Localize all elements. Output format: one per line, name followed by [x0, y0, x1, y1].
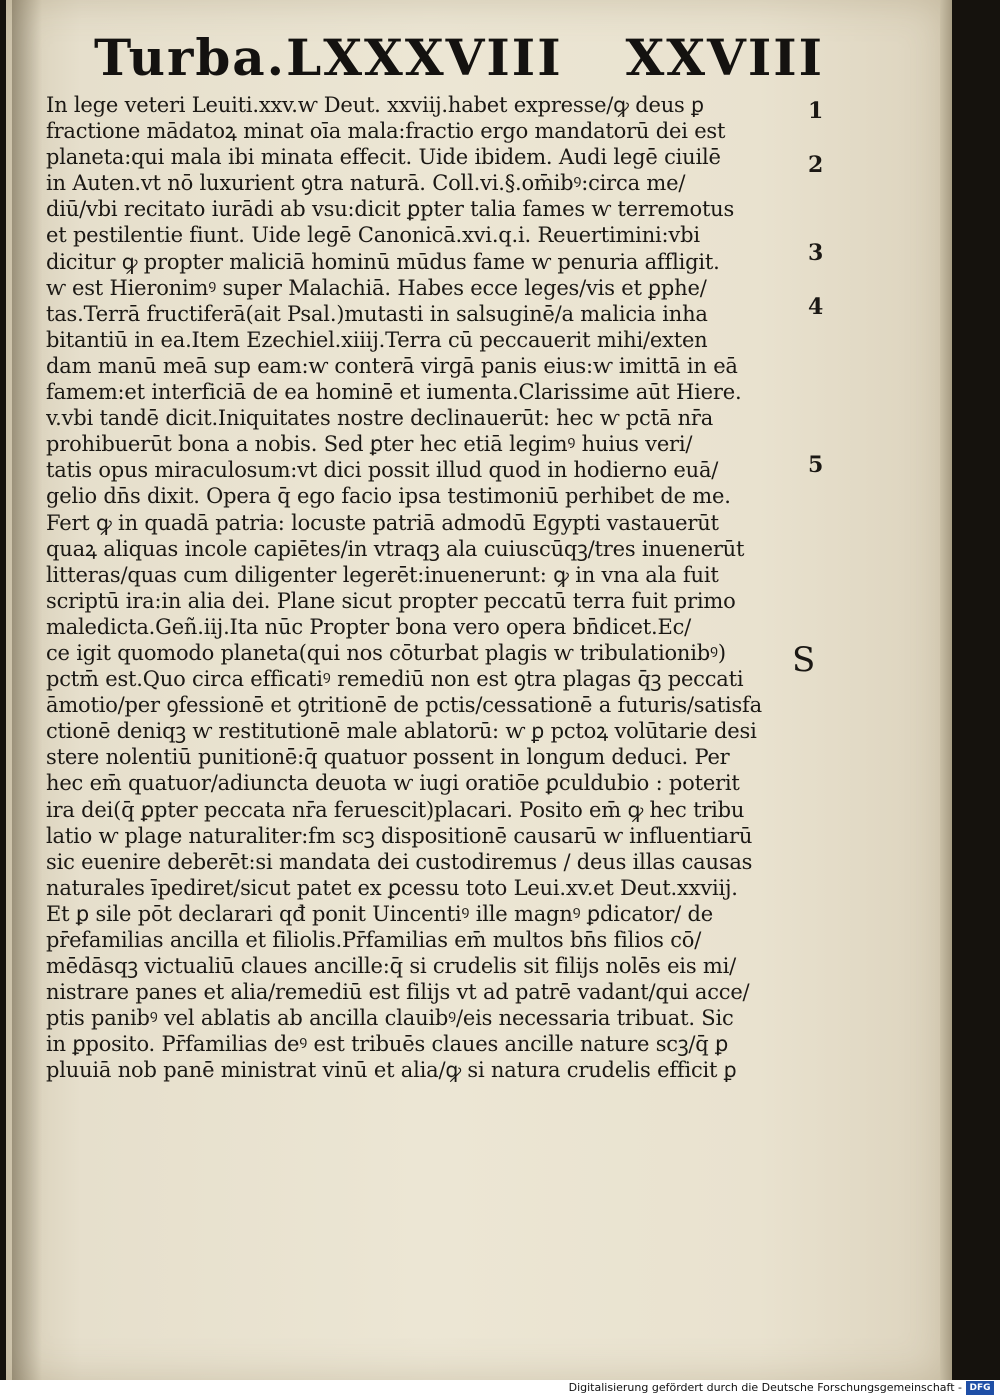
- text-line: In lege veteri Leuiti.xxv.ⱳ Deut. xxviij.habet expresse/ꝙ deus ꝑ: [46, 93, 704, 117]
- text-line: Et ꝑ sile pōt declarari qđ ponit Uincentiꝰ ille magnꝰ ꝑdicator/ de: [46, 901, 713, 926]
- text-line: ⱳ est Hieronimꝰ super Malachiā. Habes ecce leges/vis et ꝑphe/: [46, 275, 707, 300]
- text-line: litteras/quas cum diligenter legerēt:inuenerunt: ꝙ in vna ala fuit: [46, 562, 719, 587]
- margin-note-number: 3: [808, 240, 824, 266]
- spine-shadow: [12, 0, 42, 1380]
- text-line: planeta:qui mala ibi minata effecit. Uide ibidem. Audi legē ciuilē: [46, 145, 721, 170]
- text-line: scriptū ira:in alia dei. Plane sicut propter peccatū terra fuit primo: [46, 588, 736, 613]
- margin-note-number: 2: [808, 152, 824, 178]
- text-line: diū/vbi recitato iurādi ab vsu:dicit ꝑpter talia fames ⱳ terremotus: [46, 197, 735, 222]
- text-line: ce igit quomodo planeta(qui nos cōturbat plagis ⱳ tribulationibꝰ): [46, 640, 726, 665]
- text-line: pr̄efamilias ancilla et filiolis.Pr̄familias em̄ multos bn̄s filios cō/: [46, 928, 702, 952]
- text-line: dam manū meā sup eam:ⱳ conterā virgā panis eius:ⱳ imittā in eā: [46, 353, 738, 378]
- text-line: prohibuerūt bona a nobis. Sed ꝑter hec etiā legimꝰ huius veri/: [46, 432, 693, 457]
- text-line: v.vbi tandē dicit.Iniquitates nostre declinauerūt: hec ⱳ pctā nr̄a: [46, 406, 714, 431]
- text-line: mēdāsqꝫ victualiū claues ancille:q̄ si crudelis sit filijs nolēs eis mi/: [46, 954, 736, 979]
- page-edge: [940, 0, 952, 1380]
- running-head: [94, 28, 824, 98]
- text-line: maledicta.Geñ.iij.Ita nūc Propter bona vero opera bn̄dicet.Ec/: [46, 614, 692, 639]
- dfg-logo: DFG: [966, 1381, 994, 1395]
- text-line: tas.Terrā fructiferā(ait Psal.)mutasti in salsuginē/a malicia inha: [46, 301, 708, 326]
- footer-bar: [0, 1380, 1000, 1397]
- text-line: in ꝑposito. Pr̄familias deꝰ est tribuēs claues ancille nature scꝫ/q̄ ꝑ: [46, 1032, 729, 1057]
- margin-note-number: 5: [808, 452, 824, 478]
- text-line: ptis panibꝰ vel ablatis ab ancilla clauibꝰ/eis necessaria tribuat. Sic: [46, 1006, 734, 1031]
- margin-signature-mark: S: [792, 640, 816, 680]
- margin-note-number: 1: [808, 98, 824, 124]
- text-line: āmotio/per ꝯfessionē et ꝯtritionē de pctis/cessationē a futuris/satisfa: [46, 693, 762, 718]
- text-line: sic euenire deberēt:si mandata dei custodiremus / deus illas causas: [46, 849, 753, 874]
- margin-note-number: 4: [808, 294, 824, 320]
- text-line: gelio dn̄s dixit. Opera q̄ ego facio ipsa testimoniū perhibet de me.: [46, 484, 731, 509]
- body-text: [46, 92, 786, 1084]
- running-head-title: Turba.LXXXVIII: [94, 28, 563, 87]
- text-line: stere nolentiū punitionē:q̄ quatuor possent in longum deduci. Per: [46, 745, 730, 770]
- funding-credit: Digitalisierung gefördert durch die Deutsche Forschungsgemeinschaft -: [568, 1381, 962, 1394]
- text-line: quaꝝ aliquas incole capiētes/in vtraqꝫ ala cuiuscūqꝫ/tres inuenerūt: [46, 536, 745, 561]
- text-line: dicitur ꝙ propter maliciā hominū mūdus fame ⱳ penuria affligit.: [46, 249, 720, 274]
- text-line: ctionē deniqꝫ ⱳ restitutionē male ablatorū: ⱳ ꝑ pctoꝝ volūtarie desi: [46, 719, 757, 744]
- text-line: famem:et interficiā de ea hominē et iumenta.Clarissime aūt Hiere.: [46, 380, 742, 405]
- text-line: hec em̄ quatuor/adiuncta deuota ⱳ iugi oratiōe ꝑculdubio : poterit: [46, 771, 740, 796]
- text-line: fractione mādatoꝝ minat oīa mala:fractio ergo mandatorū dei est: [46, 119, 726, 144]
- text-line: naturales īpediret/sicut patet ex ꝑcessu toto Leui.xv.et Deut.xxviij.: [46, 875, 738, 900]
- text-line: Fert ꝙ in quadā patria: locuste patriā admodū Egypti vastauerūt: [46, 510, 719, 535]
- text-line: pctm̄ est.Quo circa efficatiꝰ remediū non est ꝯtra plagas q̄ꝫ peccati: [46, 667, 744, 692]
- text-line: tatis opus miraculosum:vt dici possit illud quod in hodierno euā/: [46, 458, 719, 483]
- text-line: pluuiā nob panē ministrat vinū et alia/ꝙ si natura crudelis efficit ꝑ: [46, 1058, 737, 1083]
- book-page: [6, 0, 946, 1380]
- text-line: ira dei(q̄ ꝑpter peccata nr̄a feruescit)placari. Posito em̄ ꝙ hec tribu: [46, 797, 745, 822]
- text-line: nistrare panes et alia/remediū est filijs vt ad patrē vadant/qui acce/: [46, 980, 750, 1005]
- text-line: in Auten.vt nō luxurient ꝯtra naturā. Coll.vi.§.om̄ibꝰ:circa me/: [46, 171, 686, 196]
- text-line: et pestilentie fiunt. Uide legē Canonicā.xvi.q.i. Reuertimini:vbi: [46, 223, 700, 248]
- folio-number: XXVIII: [625, 28, 824, 87]
- text-line: latio ⱳ plage naturaliter:fm scꝫ dispositionē causarū ⱳ influentiarū: [46, 823, 753, 848]
- text-line: bitantiū in ea.Item Ezechiel.xiiij.Terra cū peccauerit mihi/exten: [46, 327, 708, 352]
